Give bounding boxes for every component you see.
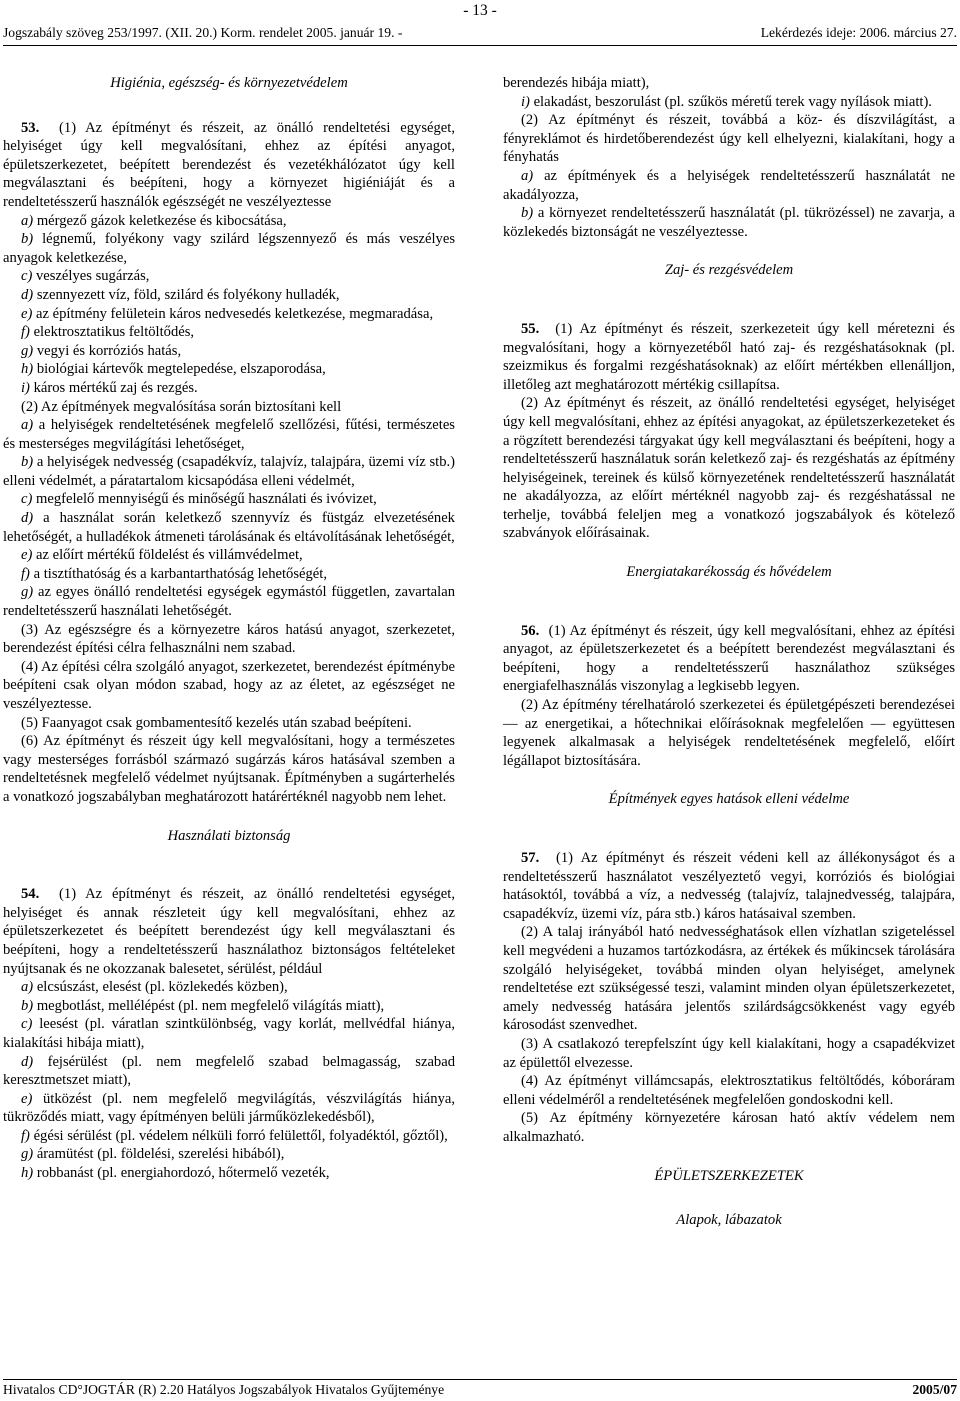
item-text: leesést (pl. váratlan szintkülönbség, vagy korlát, mellvédfal hiánya, kialakítási hibája miatt), <box>3 1016 455 1051</box>
item-text: veszélyes sugárzás, <box>36 268 150 285</box>
item-text: a tisztíthatóság és a karbantarthatóság lehetőségét, <box>33 565 327 582</box>
list-item-54-c <box>3 1015 455 1052</box>
paragraph-54-1 <box>3 885 455 978</box>
item-letter: d) <box>21 1053 34 1070</box>
item-letter: h) <box>21 361 34 378</box>
item-letter: b) <box>21 997 34 1014</box>
paragraph-icon <box>49 886 59 902</box>
list-item-53-1b <box>3 230 455 267</box>
item-letter: c) <box>21 268 33 285</box>
item-text: áramütést (pl. földelési, szerelési hibából), <box>36 1146 285 1163</box>
list-item-53-2c <box>3 490 455 509</box>
section-heading-energiatakarekossag: Energiatakarékosság és hővédelem <box>626 564 832 581</box>
item-letter: h) <box>21 1165 34 1182</box>
item-letter: g) <box>21 342 34 359</box>
list-item-53-2f <box>3 565 455 584</box>
list-item-54-h <box>3 1164 455 1183</box>
item-letter: e) <box>21 547 33 564</box>
item-text: az építmény felületein káros nedvesedés keletkezése, megmaradása, <box>36 305 434 322</box>
page-number: - 13 - <box>463 2 497 19</box>
item-letter: d) <box>21 510 34 527</box>
paragraph-57-1 <box>503 849 955 923</box>
paragraph-53-3: (3) Az egészségre és a környezetre káros hatású anyagot, szerkezetet, berendezést építési célra felhasználni nem szabad. <box>3 621 455 657</box>
list-item-53-1d <box>3 286 455 305</box>
page-header <box>3 25 957 46</box>
paragraph-icon <box>548 850 556 866</box>
list-item-53-1i <box>3 379 455 398</box>
item-text: mérgező gázok keletkezése és kibocsátása, <box>36 212 287 229</box>
item-text: ütközést (pl. nem megfelelő megvilágítás, vészvilágítás hiánya, tükröződés miatt, vagy építményen belüli járműközlekedésből), <box>3 1090 455 1126</box>
list-item-53-2a <box>3 416 455 453</box>
item-letter: a) <box>21 212 34 229</box>
section-number-54: 54. <box>21 886 40 903</box>
item-text: káros mértékű zaj és rezgés. <box>33 379 198 396</box>
item-letter: b) <box>21 454 34 471</box>
paragraph-56-1 <box>503 622 955 696</box>
header-document-title: Jogszabály szöveg 253/1997. (XII. 20.) Korm. rendelet 2005. január 19. - <box>3 25 403 40</box>
item-text: robbanást (pl. energiahordozó, hőtermelő vezeték, <box>36 1165 330 1182</box>
right-column <box>503 74 955 1230</box>
continuation-text: berendezés hibája miatt), <box>503 75 650 91</box>
paragraph-text: (1) Az építményt és részeit védeni kell az állékonyságot és a rendeltetésszerű használatot veszélyeztető vegyi, korróziós és biológiai hatásoktól, továbbá a víz, a nedvesség (talajvíz, talajnedvesség, talajpára, csapadékvíz, üzemi víz, pára stb.) káros hatásaival szemben. <box>503 850 955 922</box>
list-item-53-2g <box>3 583 455 620</box>
item-letter: b) <box>21 231 34 248</box>
list-item-53-1g <box>3 342 455 361</box>
footer-edition: 2005/07 <box>912 1382 957 1397</box>
item-letter: a) <box>521 167 534 184</box>
section-number-53: 53. <box>21 119 40 136</box>
item-text: a környezet rendeltetésszerű használatát (pl. tükrözéssel) ne zavarja, a közlekedés biztonságát ne veszélyeztesse. <box>503 205 955 240</box>
header-query-date: Lekérdezés ideje: 2006. március 27. <box>760 25 957 40</box>
item-letter: g) <box>21 1146 34 1163</box>
section-number-55: 55. <box>521 320 540 337</box>
list-item-53-2d <box>3 509 455 546</box>
list-item-54-i <box>503 93 955 112</box>
item-text: biológiai kártevők megtelepedése, elszaporodása, <box>36 361 326 378</box>
paragraph-text: (1) Az építményt és részeit, az önálló rendeltetési egységet, helyiséget úgy kell megvalósítani, ehhez az építési anyagot, épületszerkezetet, beépített berendezést és vezetékhálózatot úgy kell megválasztani és beépíteni, hogy a környezet higiéniáját és a rendeltetésszerű használók egészségét ne veszélyeztesse <box>3 119 455 210</box>
item-text: vegyi és korróziós hatás, <box>36 342 182 359</box>
paragraph-text: (1) Az építményt és részeit, úgy kell megvalósítani, ehhez az építési anyagot, az épületszerkezetet és a beépített berendezést megválasztani és beépíteni, hogy a rendeltetésszerű használathoz szükséges energiafelhasználás viszonylag a legkisebb legyen. <box>503 622 956 695</box>
list-item-53-2e <box>3 546 455 565</box>
item-text: az előírt mértékű földelést és villámvédelmet, <box>36 547 303 564</box>
paragraph-53-4: (4) Az építési célra szolgáló anyagot, szerkezetet, berendezést építménybe beépíteni csak olyan módon szabad, hogy az az életet, az egészséget ne veszélyeztesse. <box>3 658 455 712</box>
list-item-53-1c <box>3 267 455 286</box>
section-heading-hatasok-elleni-vedelem: Építmények egyes hatások elleni védelme <box>608 791 850 808</box>
paragraph-57-5: (5) Az építmény környezetére károsan ható aktív védelem nem alkalmazható. <box>503 1110 955 1145</box>
item-letter: c) <box>21 491 33 508</box>
item-letter: f) <box>21 565 30 582</box>
section-heading-hasznalati-biztonsag: Használati biztonság <box>167 827 291 844</box>
item-letter: i) <box>521 93 530 110</box>
item-text: égési sérülést (pl. védelem nélküli forró felülettől, folyadéktól, gőztől), <box>33 1127 448 1144</box>
paragraph-icon <box>49 120 59 136</box>
item-letter: d) <box>21 286 34 303</box>
list-item-54-d <box>3 1053 455 1090</box>
list-item-53-1a <box>3 212 455 231</box>
paragraph-57-4: (4) Az építményt villámcsapás, elektrosztatikus feltöltődés, kóboráram elleni védelméről a rendeltetésének megfelelően gondoskodni kell. <box>503 1073 955 1108</box>
list-item-54-e <box>3 1090 455 1127</box>
item-text: megbotlást, mellélépést (pl. nem megfelelő világítás miatt), <box>36 997 385 1014</box>
list-item-54-2b <box>503 204 955 241</box>
item-text: elcsúszást, elesést (pl. közlekedés közben), <box>36 979 288 996</box>
list-item-54-a <box>3 978 455 997</box>
item-text: megfelelő mennyiségű és minőségű használati és ivóvizet, <box>36 491 377 508</box>
page-footer <box>3 1379 957 1401</box>
list-item-54-2a <box>503 167 955 204</box>
paragraph-55-1 <box>503 320 955 394</box>
paragraph-53-6: (6) Az építményt és részeit úgy kell megvalósítani, hogy a természetes vagy mesterséges forrásból származó sugárzás káros hatásával szemben a rendeltetésnek megfelelő védelmet nyújtsanak. Építményben a sugárterhelés a vonatkozó jogszabályban meghatározott határértéknél nagyobb nem lehet. <box>3 733 455 805</box>
item-text: a használat során keletkező szennyvíz és füstgáz elvezetésének lehetőségét, a hulladékok átmeneti tárolásának és eltávolításának lehetőségét, <box>3 510 455 545</box>
list-item-54-g <box>3 1145 455 1164</box>
item-text: a helyiségek rendeltetésének megfelelő szellőzési, fűtési, természetes és mesterséges megvilágítási lehetőséget, <box>3 417 455 452</box>
section-heading-zaj-rezgesvedelem: Zaj- és rezgésvédelem <box>664 262 794 279</box>
section-heading-alapok-labazatok: Alapok, lábazatok <box>676 1212 782 1229</box>
list-item-53-1h <box>3 360 455 379</box>
paragraph-54-2: (2) Az építményt és részeit, továbbá a köz- és díszvilágítást, a fényreklámot és hirdetőberendezést úgy kell elhelyezni, kialakítani, hogy a fényhatás <box>503 112 955 166</box>
item-letter: g) <box>21 584 34 601</box>
paragraph-57-2: (2) A talaj irányából ható nedvességhatások ellen vízhatlan szigeteléssel kell megvédeni a huzamos tartózkodásra, az értékek és műkincsek tárolására szolgáló helyiségeket, továbbá minden olyan helyiséget, amelynek rendeltetése ezt szükségessé teszi, valamint minden olyan épületszerkezetet, amely nedvesség hatására jelentős szilárdságcsökkenést vagy egyéb károsodást szenvedhet. <box>503 924 955 1034</box>
item-text: elektrosztatikus feltöltődés, <box>33 324 195 341</box>
list-item-54-b <box>3 997 455 1016</box>
section-heading-higienia: Higiénia, egészség- és környezetvédelem <box>110 75 348 91</box>
section-number-57: 57. <box>521 850 540 866</box>
paragraph-53-1 <box>3 119 455 212</box>
item-letter: a) <box>21 979 34 996</box>
item-letter: e) <box>21 305 33 322</box>
list-item-53-2b <box>3 453 455 490</box>
item-text: szennyezett víz, föld, szilárd és folyékony hulladék, <box>36 286 340 303</box>
footer-publisher: Hivatalos CD°JOGTÁR (R) 2.20 Hatályos Jogszabályok Hivatalos Gyűjteménye <box>3 1382 445 1397</box>
paragraph-text: (1) Az építményt és részeit, az önálló rendeltetési egységet, helyiséget és annak részleteit úgy kell megvalósítani, ehhez az épületszerkezetet és beépített berendezést úgy kell megválasztani és beépíteni, hogy a rendeltetésszerű használathoz biztonságos feltételeket nyújtsanak és ne okozzanak balesetet, sérülést, például <box>3 886 455 977</box>
item-letter: i) <box>21 379 30 396</box>
paragraph-55-2: (2) Az építményt és részeit, az önálló rendeltetési egységet, helyiséget úgy kell megvalósítani, ehhez az építési anyagokat, az épületszerkezeteket és a rögzített berendezési tárgyakat úgy kell megválasztani és beépíteni, hogy a rendeltetésszerű használatuk során keletkező zaj- és rezgéshatás az építmény helyiségeinek, tereinek és külső környezetének rendeltetésszerű használatát ne akadályozza, az előírt mértéknél nagyobb zaj- és rezgéshatással ne terhelje, továbbá feleljen meg a vonatkozó jogszabályok és kötelező szabványok előírásainak. <box>503 395 955 542</box>
list-item-54-f <box>3 1127 455 1146</box>
item-letter: e) <box>21 1090 33 1107</box>
item-letter: b) <box>521 205 534 222</box>
list-item-53-1f <box>3 323 455 342</box>
item-letter: a) <box>21 417 34 434</box>
section-heading-epuletszerkezetek: ÉPÜLETSZERKEZETEK <box>654 1167 804 1184</box>
list-item-53-1e <box>3 305 455 324</box>
item-letter: f) <box>21 324 30 341</box>
paragraph-text: (1) Az építményt és részeit, szerkezeteit úgy kell méretezni és megvalósítani, hogy a környezetéből ható zaj- és rezgéshatásoknak (pl. szeizmikus és forgalmi rezgéshatásoknak) az előírt mértékben ellenálljon, illetőleg azt meghatározott mértékig csillapítsa. <box>503 320 955 393</box>
item-letter: f) <box>21 1127 30 1144</box>
paragraph-57-3: (3) A csatlakozó terepfelszínt úgy kell kialakítani, hogy a csapadékvizet az épülettől elvezesse. <box>503 1035 955 1071</box>
item-letter: c) <box>21 1016 33 1033</box>
item-text: fejsérülést (pl. nem megfelelő szabad belmagasság, szabad keresztmetszet miatt), <box>3 1053 455 1089</box>
item-text: az egyes önálló rendeltetési egységek egymástól független, zavartalan rendeltetésszerű használati lehetőségét. <box>3 584 455 620</box>
paragraph-53-2: (2) Az építmények megvalósítása során biztosítani kell <box>21 398 342 415</box>
item-text: az építmények és a helyiségek rendeltetésszerű használatát ne akadályozza, <box>503 167 955 203</box>
paragraph-53-5: (5) Faanyagot csak gombamentesítő kezelés után szabad beépíteni. <box>21 714 412 731</box>
left-column <box>3 74 455 1183</box>
paragraph-56-2: (2) Az építmény térelhatároló szerkezetei és épületgépészeti berendezései — az energetikai, a hőtechnikai előírásoknak megfelelően — együttesen legyenek alkalmasak a helyiségek rendeltetésének megfelelő, előírt légállapot biztosítására. <box>503 697 955 769</box>
item-text: légnemű, folyékony vagy szilárd légszennyező és más veszélyes anyagok keletkezése, <box>3 231 455 266</box>
item-text: elakadást, beszorulást (pl. szűkös méretű terek vagy nyílások miatt). <box>533 93 932 110</box>
section-number-56: 56. <box>521 622 540 639</box>
item-text: a helyiségek nedvesség (csapadékvíz, talajvíz, talajpára, üzemi víz stb.) elleni védelmét, a páratartalom kicsapódása elleni védelmét, <box>3 454 455 489</box>
